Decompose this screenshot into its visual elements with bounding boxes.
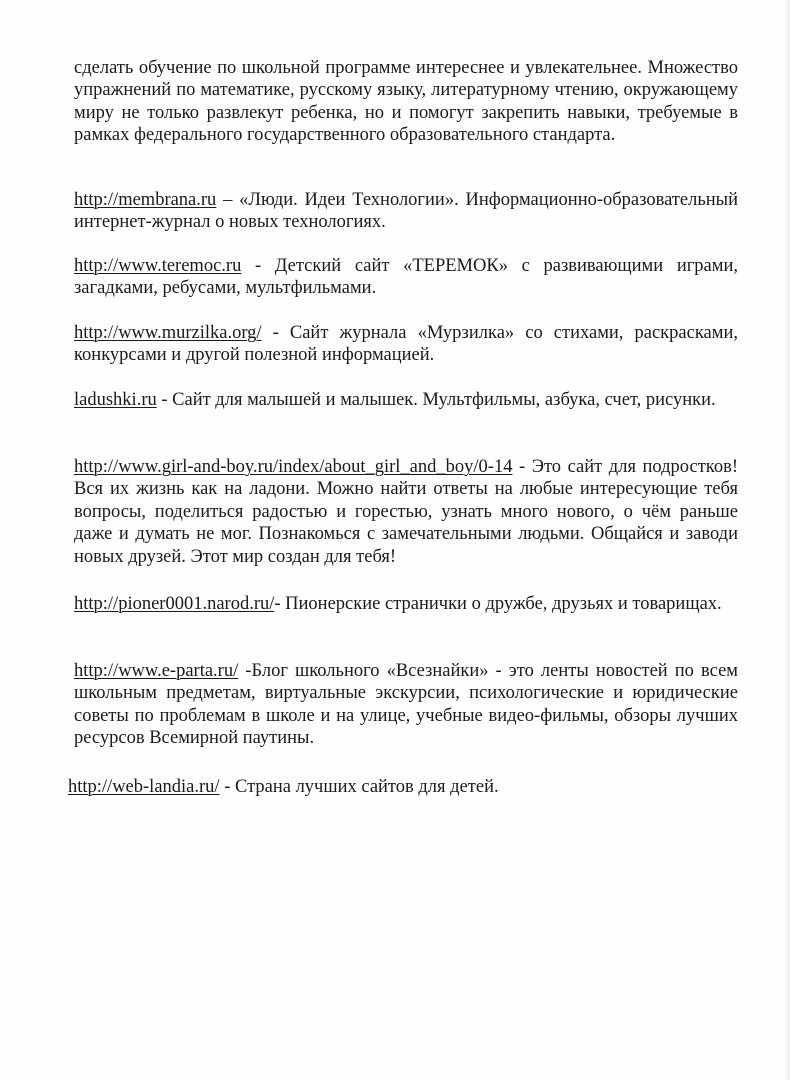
- link-web-landia[interactable]: http://web-landia.ru/: [68, 777, 220, 797]
- intro-paragraph: сделать обучение по школьной программе интереснее и увлекательнее. Множество упражнений по математике, русскому языку, литературному чтению, окружающему миру не только развлекут ребенка, но и помогут закрепить навыки, требуемые в рамках федерального государственного образовательного стандарта.: [74, 58, 738, 146]
- link-membrana[interactable]: http://membrana.ru: [74, 190, 217, 210]
- description-girl-and-boy: - Это сайт для подростков! Вся их жизнь как на ладони. Можно найти ответы на любые интересующие тебя вопросы, поделиться радостью и горестью, узнать много нового, о чём раньше даже и думать не мог. Познакомься с замечательными людьми. Общайся и заводи новых друзей. Этот мир создан для тебя!: [74, 457, 738, 567]
- entry-pioner: [74, 593, 738, 615]
- description-membrana: – «Люди. Идеи Технологии». Информационно-образовательный интернет-журнал о новых технологиях.: [74, 190, 738, 233]
- description-teremoc: - Детский сайт «ТЕРЕМОК» с развивающими играми, загадками, ребусами, мультфильмами.: [74, 256, 738, 299]
- entry-murzilka: [74, 322, 738, 367]
- scan-edge-shadow: [784, 0, 790, 1080]
- link-murzilka[interactable]: http://www.murzilka.org/: [74, 323, 262, 343]
- description-e-parta: -Блог школьного «Всезнайки» - это ленты новостей по всем школьным предметам, виртуальные экскурсии, психологические и юридические советы по проблемам в школе и на улице, учебные видео-фильмы, обзоры лучших ресурсов Всемирной паутины.: [74, 661, 738, 749]
- link-ladushki[interactable]: ladushki.ru: [74, 390, 157, 410]
- entry-teremoc: [74, 255, 738, 300]
- entry-membrana: [74, 189, 738, 234]
- link-e-parta[interactable]: http://www.e-parta.ru/: [74, 661, 239, 681]
- entry-web-landia: [68, 776, 732, 798]
- link-girl-and-boy[interactable]: http://www.girl-and-boy.ru/index/about_girl_and_boy/0-14: [74, 457, 513, 477]
- entry-e-parta: [74, 660, 738, 750]
- entry-ladushki: [74, 389, 738, 411]
- link-pioner[interactable]: http://pioner0001.narod.ru/: [74, 594, 275, 614]
- description-web-landia: - Страна лучших сайтов для детей.: [219, 777, 499, 797]
- entry-girl-and-boy: [74, 456, 738, 568]
- description-ladushki: - Сайт для малышей и малышек. Мультфильмы, азбука, счет, рисунки.: [156, 390, 716, 410]
- link-teremoc[interactable]: http://www.teremoc.ru: [74, 256, 242, 276]
- description-murzilka: - Сайт журнала «Мурзилка» со стихами, раскрасками, конкурсами и другой полезной информацией.: [74, 323, 738, 366]
- description-pioner: - Пионерские странички о дружбе, друзьях и товарищах.: [274, 594, 722, 614]
